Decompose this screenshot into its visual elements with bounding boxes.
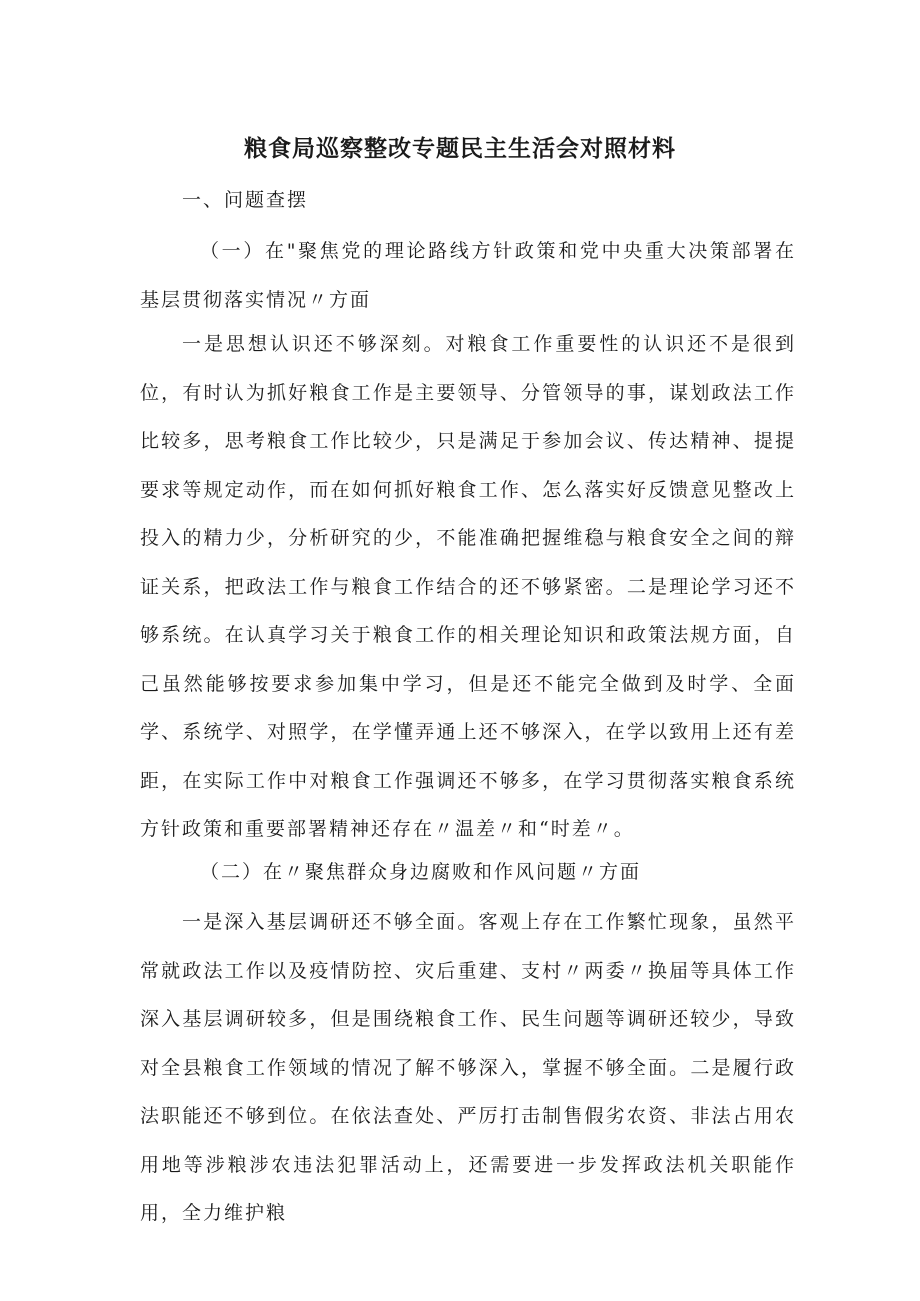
paragraph-1: 一是思想认识还不够深刻。对粮食工作重要性的认识还不是很到位，有时认为抓好粮食工作是主要领导、分管领导的事，谋划政法工作比较多，思考粮食工作比较少，只是满足于参加会议、传达精神、提提要求等规定动作，而在如何抓好粮食工作、怎么落实好反馈意见整改上投入的精力少，分析研究的少，不能准确把握维稳与粮食安全之间的辩证关系，把政法工作与粮食工作结合的还不够紧密。二是理论学习还不够系统。在认真学习关于粮食工作的相关理论知识和政策法规方面，自己虽然能够按要求参加集中学习，但是还不能完全做到及时学、全面学、系统学、对照学，在学懂弄通上还不够深入，在学以致用上还有差距，在实际工作中对粮食工作强调还不够多，在学习贯彻落实粮食系统方针政策和重要部署精神还存在〃温差〃和“时差〃。 [140,333,796,840]
paragraph-2: 一是深入基层调研还不够全面。客观上存在工作繁忙现象，虽然平常就政法工作以及疫情防控、灾后重建、支村〃两委〃换届等具体工作深入基层调研较多，但是围绕粮食工作、民生问题等调研还较少，导致对全县粮食工作领域的情况了解不够深入，掌握不够全面。二是履行政法职能还不够到位。在依法查处、严厉打击制售假劣农资、非法占用农用地等涉粮涉农违法犯罪活动上，还需要进一步发挥政法机关职能作用，全力维护粮 [140,911,796,1224]
subsection-heading-1: （一）在"聚焦党的理论路线方针政策和党中央重大决策部署在基层贯彻落实情况〃方面 [140,240,796,311]
document-title: 粮食局巡察整改专题民主生活会对照材料 [244,136,676,162]
subsection-heading-2: （二）在〃聚焦群众身边腐败和作风问题〃方面 [200,861,642,883]
section-heading: 一、问题查摆 [182,189,309,211]
